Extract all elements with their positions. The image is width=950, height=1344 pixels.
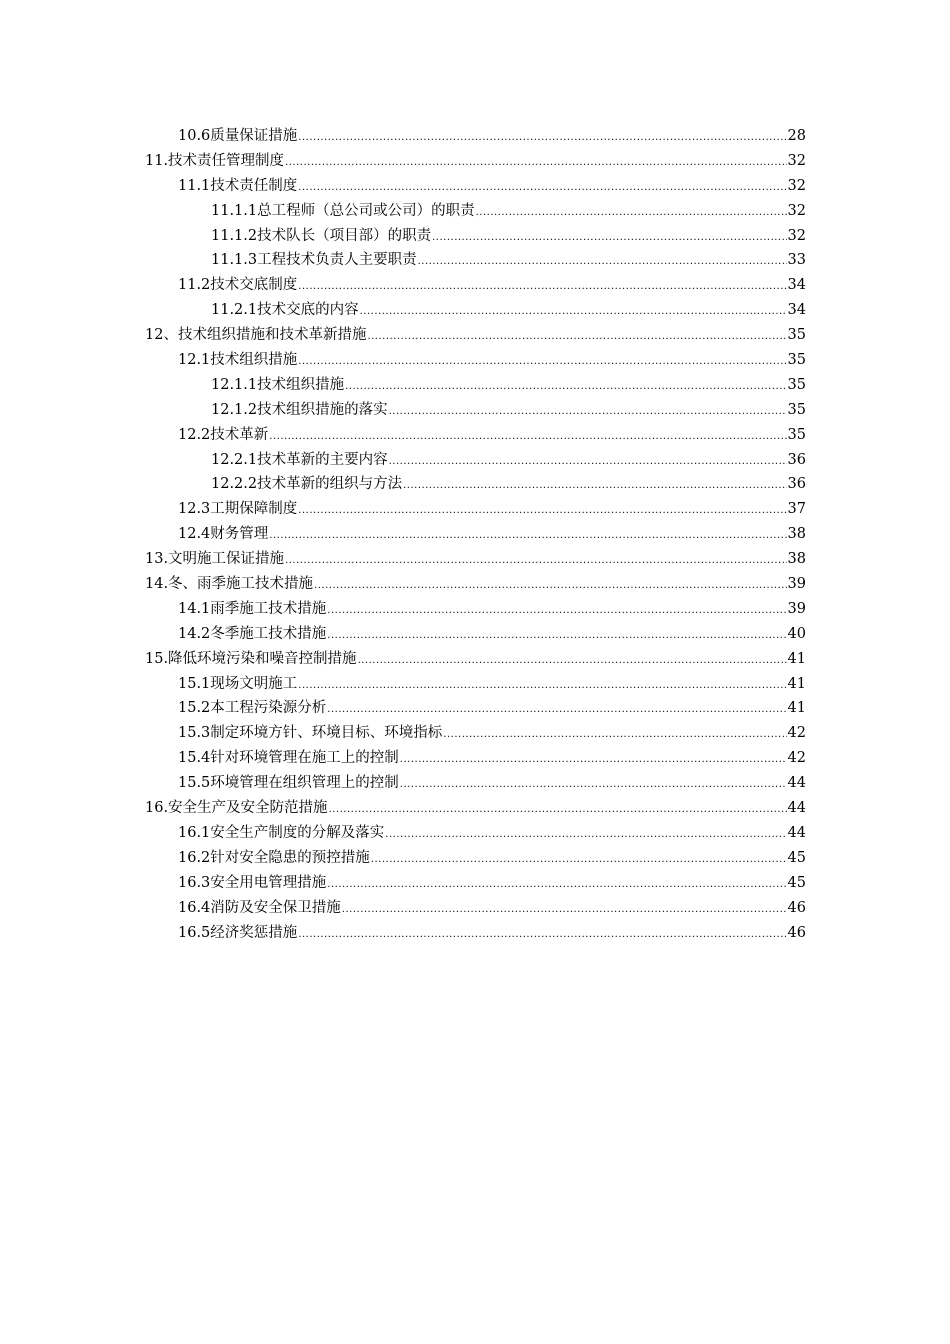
toc-entry[interactable] [0, 846, 950, 871]
toc-dot-leader [418, 250, 787, 275]
toc-entry[interactable] [0, 896, 950, 921]
toc-entry[interactable] [0, 672, 950, 697]
toc-entry-content [211, 298, 806, 325]
toc-entry-title: 11.1.3工程技术负责人主要职责 [211, 252, 417, 269]
toc-entry[interactable] [0, 497, 950, 522]
toc-entry-page-number: 38 [787, 526, 806, 543]
toc-entry[interactable] [0, 472, 950, 497]
toc-entry-content [211, 472, 806, 499]
toc-dot-leader [298, 499, 786, 524]
toc-entry-content [178, 696, 806, 723]
toc-entry-page-number: 41 [787, 700, 806, 717]
toc-entry[interactable] [0, 821, 950, 846]
toc-dot-leader [269, 425, 786, 450]
toc-entry-content [178, 921, 806, 948]
toc-entry[interactable] [0, 796, 950, 821]
toc-entry[interactable] [0, 423, 950, 448]
toc-entry-page-number: 36 [787, 451, 806, 468]
toc-entry-page-number: 36 [787, 476, 806, 493]
toc-dot-leader [400, 773, 787, 798]
toc-dot-leader [371, 848, 787, 873]
toc-entry-title: 16.安全生产及安全防范措施 [145, 800, 328, 817]
toc-dot-leader [342, 898, 787, 923]
toc-entry-content [178, 821, 806, 848]
toc-dot-leader [403, 474, 786, 499]
toc-dot-leader [400, 748, 787, 773]
toc-entry-page-number: 39 [787, 600, 806, 617]
toc-entry-page-number: 41 [787, 675, 806, 692]
toc-entry[interactable] [0, 174, 950, 199]
toc-entry-page-number: 35 [787, 401, 806, 418]
toc-entry[interactable] [0, 224, 950, 249]
toc-entry-page-number: 44 [787, 824, 806, 841]
toc-entry-content [145, 796, 806, 823]
toc-entry[interactable] [0, 149, 950, 174]
toc-dot-leader [298, 350, 786, 375]
toc-entry-content [178, 522, 806, 549]
toc-entry[interactable] [0, 522, 950, 547]
toc-entry-content [178, 348, 806, 375]
toc-entry-content [211, 373, 806, 400]
toc-entry-title: 14.2冬季施工技术措施 [178, 625, 327, 642]
toc-entry-content [178, 597, 806, 624]
toc-entry[interactable] [0, 298, 950, 323]
toc-entry-title: 16.5经济奖惩措施 [178, 924, 298, 941]
toc-entry-content [178, 622, 806, 649]
toc-entry-content [211, 398, 806, 425]
toc-entry-content [178, 771, 806, 798]
toc-entry-title: 15.1现场文明施工 [178, 675, 298, 692]
toc-entry[interactable] [0, 248, 950, 273]
toc-entry-title: 11.2.1技术交底的内容 [211, 302, 359, 319]
toc-entry-content [178, 174, 806, 201]
toc-entry[interactable] [0, 547, 950, 572]
toc-entry-title: 12.1.2技术组织措施的落实 [211, 401, 388, 418]
toc-entry-title: 14.1雨季施工技术措施 [178, 600, 327, 617]
toc-entry-content [145, 149, 806, 176]
toc-dot-leader [285, 549, 786, 574]
toc-entry[interactable] [0, 199, 950, 224]
toc-dot-leader [389, 400, 787, 425]
toc-entry-content [145, 572, 806, 599]
toc-entry-page-number: 46 [787, 924, 806, 941]
toc-dot-leader [358, 649, 787, 674]
toc-entry-content [178, 497, 806, 524]
toc-entry[interactable] [0, 622, 950, 647]
toc-entry-content [211, 248, 806, 275]
toc-entry-title: 11.1.2技术队长（项目部）的职责 [211, 227, 432, 244]
toc-entry-title: 15.降低环境污染和噪音控制措施 [145, 650, 357, 667]
toc-entry[interactable] [0, 448, 950, 473]
toc-dot-leader [389, 450, 787, 475]
toc-entry-page-number: 40 [787, 625, 806, 642]
toc-dot-leader [327, 624, 786, 649]
toc-entry[interactable] [0, 373, 950, 398]
toc-entry-page-number: 45 [787, 874, 806, 891]
toc-entry-page-number: 35 [787, 352, 806, 369]
toc-entry-page-number: 28 [787, 128, 806, 144]
toc-entry-title: 11.1.1总工程师（总公司或公司）的职责 [211, 202, 475, 219]
toc-entry-content [178, 721, 806, 748]
toc-entry-content [178, 124, 806, 151]
table-of-contents [0, 124, 950, 945]
toc-dot-leader [327, 873, 786, 898]
toc-entry-title: 14.冬、雨季施工技术措施 [145, 576, 314, 593]
toc-entry-content [178, 871, 806, 898]
toc-entry-page-number: 39 [787, 576, 806, 593]
toc-entry-page-number: 41 [787, 650, 806, 667]
toc-entry-page-number: 38 [787, 551, 806, 568]
toc-dot-leader [432, 226, 786, 251]
toc-entry-content [178, 423, 806, 450]
toc-dot-leader [385, 823, 786, 848]
toc-entry-title: 12.2.2技术革新的组织与方法 [211, 476, 403, 493]
toc-entry-page-number: 46 [787, 899, 806, 916]
toc-entry-title: 10.6质量保证措施 [178, 128, 298, 144]
toc-entry-title: 12.3工期保障制度 [178, 501, 298, 518]
toc-entry-title: 15.3制定环境方针、环境目标、环境指标 [178, 725, 443, 742]
toc-entry-page-number: 35 [787, 376, 806, 393]
toc-entry-content [178, 672, 806, 699]
toc-entry-content [178, 746, 806, 773]
toc-entry-title: 12.1技术组织措施 [178, 352, 298, 369]
toc-entry-page-number: 45 [787, 849, 806, 866]
toc-dot-leader [345, 375, 786, 400]
toc-entry-title: 11.技术责任管理制度 [145, 152, 285, 169]
toc-entry-page-number: 32 [787, 152, 806, 169]
toc-entry-title: 12.1.1技术组织措施 [211, 376, 345, 393]
toc-entry-content [211, 448, 806, 475]
toc-entry-content [211, 199, 806, 226]
toc-dot-leader [298, 923, 786, 948]
toc-entry-page-number: 35 [787, 426, 806, 443]
toc-entry-page-number: 42 [787, 750, 806, 767]
toc-entry-title: 15.2本工程污染源分析 [178, 700, 327, 717]
toc-entry[interactable] [0, 597, 950, 622]
toc-entry-title: 16.3安全用电管理措施 [178, 874, 327, 891]
toc-dot-leader [327, 698, 786, 723]
toc-entry-content [178, 273, 806, 300]
toc-entry-content [145, 323, 806, 350]
toc-entry-title: 13.文明施工保证措施 [145, 551, 285, 568]
toc-dot-leader [298, 126, 786, 151]
toc-entry-title: 12.2技术革新 [178, 426, 269, 443]
toc-dot-leader [285, 151, 786, 176]
toc-entry[interactable] [0, 647, 950, 672]
toc-entry-title: 11.1技术责任制度 [178, 177, 298, 194]
toc-dot-leader [298, 674, 786, 699]
toc-entry-page-number: 34 [787, 302, 806, 319]
toc-entry-page-number: 44 [787, 775, 806, 792]
toc-entry-title: 16.2针对安全隐患的预控措施 [178, 849, 370, 866]
toc-entry-page-number: 32 [787, 177, 806, 194]
toc-entry[interactable] [0, 921, 950, 946]
toc-entry-page-number: 42 [787, 725, 806, 742]
toc-entry-content [145, 647, 806, 674]
toc-entry-content [178, 846, 806, 873]
toc-dot-leader [443, 723, 786, 748]
toc-entry-page-number: 35 [787, 327, 806, 344]
toc-entry-title: 16.1安全生产制度的分解及落实 [178, 824, 385, 841]
toc-entry-title: 12.2.1技术革新的主要内容 [211, 451, 388, 468]
toc-entry-title: 15.5环境管理在组织管理上的控制 [178, 775, 399, 792]
toc-entry[interactable] [0, 871, 950, 896]
toc-entry[interactable] [0, 572, 950, 597]
toc-entry[interactable] [0, 721, 950, 746]
toc-entry-content [211, 224, 806, 251]
toc-entry-page-number: 32 [787, 202, 806, 219]
toc-dot-leader [269, 524, 786, 549]
toc-dot-leader [360, 300, 787, 325]
toc-entry[interactable] [0, 696, 950, 721]
toc-entry[interactable] [0, 398, 950, 423]
toc-entry[interactable] [0, 273, 950, 298]
toc-entry-page-number: 34 [787, 277, 806, 294]
toc-entry-page-number: 44 [787, 800, 806, 817]
toc-entry-page-number: 32 [787, 227, 806, 244]
toc-entry-page-number: 33 [787, 252, 806, 269]
toc-dot-leader [298, 275, 786, 300]
toc-entry-content [145, 547, 806, 574]
toc-dot-leader [476, 201, 787, 226]
toc-entry-content [178, 896, 806, 923]
toc-dot-leader [329, 798, 787, 823]
toc-dot-leader [367, 325, 786, 350]
toc-entry-title: 12.4财务管理 [178, 526, 269, 543]
toc-entry[interactable] [0, 746, 950, 771]
toc-entry-title: 15.4针对环境管理在施工上的控制 [178, 750, 399, 767]
toc-entry-title: 16.4消防及安全保卫措施 [178, 899, 341, 916]
toc-dot-leader [298, 176, 786, 201]
toc-dot-leader [327, 599, 786, 624]
toc-entry-page-number: 37 [787, 501, 806, 518]
toc-entry[interactable] [0, 323, 950, 348]
toc-entry[interactable] [0, 348, 950, 373]
toc-dot-leader [314, 574, 786, 599]
toc-entry[interactable] [0, 124, 950, 149]
toc-entry[interactable] [0, 771, 950, 796]
toc-entry-title: 12、技术组织措施和技术革新措施 [145, 327, 367, 344]
toc-entry-title: 11.2技术交底制度 [178, 277, 298, 294]
